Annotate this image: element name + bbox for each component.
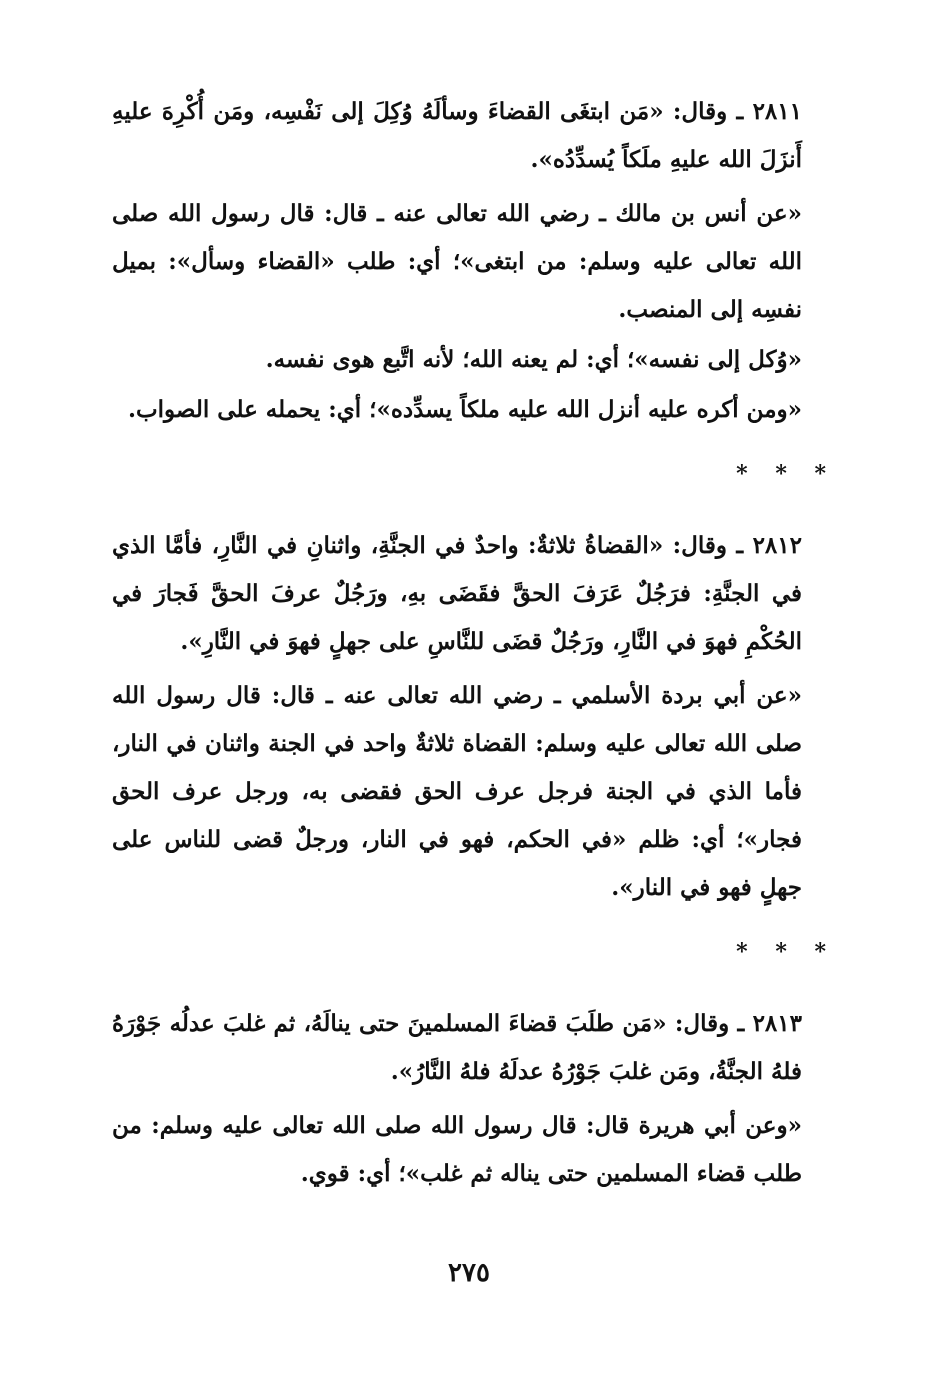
commentary-paragraph: «وعن أبي هريرة قال: قال رسول الله صلى الله تعالى عليه وسلم: من طلب قضاء المسلمين حتى يناله ثم غلب»؛ أي: قوي.	[112, 1112, 802, 1187]
commentary-paragraph: «عن أنس بن مالك ـ رضي الله تعالى عنه ـ قال: قال رسول الله صلى الله تعالى عليه وسلم: من ابتغى»؛ أي: طلب «القضاء وسأل»: بميل نفسِه إلى المنصب.	[112, 200, 802, 323]
page-body	[112, 88, 836, 1200]
hadith-section	[112, 522, 836, 912]
hadith-section	[112, 88, 836, 434]
section-separator: * * *	[736, 939, 836, 965]
hadith-text: ٢٨١١ ـ وقال: «مَن ابتغَى القضاءَ وسألَهُ وُكِلَ إلى نَفْسِه، ومَن أُكْرِهَ عليهِ أَنزَلَ الله عليهِ ملَكاً يُسدِّدُه».	[112, 98, 802, 173]
section-separator: * * *	[736, 461, 836, 487]
commentary-paragraph: «ومن أكره عليه أنزل الله عليه ملكاً يسدِّده»؛ أي: يحمله على الصواب.	[128, 396, 802, 423]
hadith-text: ٢٨١٣ ـ وقال: «مَن طلَبَ قضاءَ المسلمينَ حتى ينالَهُ، ثم غلبَ عدلُه جَوْرَهُ فلهُ الجنَّةُ، ومَن غلبَ جَوْرُهُ عدلَهُ فلهُ النَّارُ».	[112, 1010, 802, 1085]
hadith-text: ٢٨١٢ ـ وقال: «القضاةُ ثلاثةٌ: واحدٌ في الجنَّةِ، واثنانِ في النَّارِ، فأمَّا الذي في الجنَّةِ: فرَجُلٌ عَرَفَ الحقَّ فقَضَى بهِ، ورَجُلٌ عرفَ الحقَّ فَجارَ في الحُكْمِ فهوَ في النَّارِ، ورَجُلٌ قضَى للنَّاسِ على جهلٍ فهوَ في النَّارِ».	[112, 532, 802, 655]
commentary-paragraph: «عن أبي بردة الأسلمي ـ رضي الله تعالى عنه ـ قال: قال رسول الله صلى الله تعالى عليه وسلم: القضاة ثلاثةٌ واحد في الجنة واثنان في النار، فأما الذي في الجنة فرجل عرف الحق فقضى به، ورجل عرف الحق فجار»؛ أي: ظلم «في الحكم، فهو في النار، ورجلٌ قضى للناس على جهلٍ فهو في النار».	[112, 682, 802, 901]
hadith-section	[112, 1000, 836, 1198]
commentary-paragraph: «وُكل إلى نفسه»؛ أي: لم يعنه الله؛ لأنه اتَّبع هوى نفسه.	[265, 346, 802, 373]
page-number: ٢٧٥	[448, 1258, 490, 1288]
